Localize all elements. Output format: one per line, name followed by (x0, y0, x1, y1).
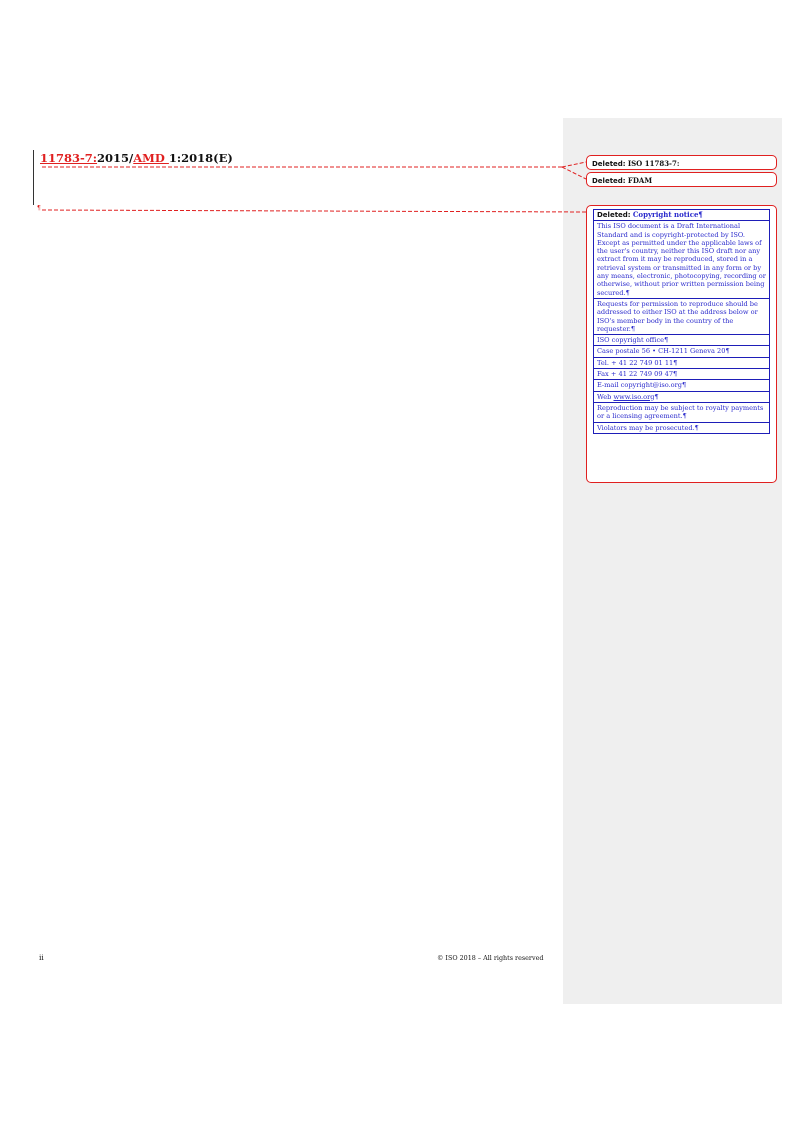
web-link[interactable]: www.iso.org (613, 392, 655, 401)
notice-header-cell (594, 210, 770, 221)
notice-row: ISO copyright office¶ (594, 335, 770, 346)
deleted-value: ISO 11783-7: (627, 159, 680, 168)
web-label: Web (597, 392, 614, 401)
notice-row: Tel. + 41 22 749 01 11¶ (594, 357, 770, 368)
document-header (40, 151, 233, 165)
notice-row: This ISO document is a Draft International Standard and is copyright-protected by ISO. Except as permitted under the applicable laws of the user's country, neither this ISO draft nor any extract from it may be reproduced, stored in a retrieval system or transmitted in any form or by any means, electronic, photocopying, recording or otherwise, without prior written permission being secured.¶ (594, 221, 770, 299)
notice-row: Requests for permission to reproduce should be addressed to either ISO at the address below or ISO's member body in the country of the requester.¶ (594, 298, 770, 334)
web-end: ¶ (654, 392, 659, 401)
notice-row: Fax + 41 22 749 09 47¶ (594, 369, 770, 380)
header-amendment: 1:2018(E) (168, 151, 233, 165)
header-year: 2015/ (97, 151, 134, 165)
change-bar (33, 150, 34, 205)
copyright-notice-table (593, 209, 770, 434)
notice-row: Violators may be prosecuted.¶ (594, 422, 770, 433)
deleted-label: Deleted: (597, 211, 631, 219)
notice-row: Case postale 56 • CH-1211 Geneva 20¶ (594, 346, 770, 357)
footer-copyright: © ISO 2018 – All rights reserved (437, 954, 544, 962)
paragraph-mark: ¶ (37, 205, 41, 212)
deleted-amd: AMD (133, 151, 169, 165)
comment-balloon-copyright-notice[interactable] (586, 205, 777, 483)
deleted-value: FDAM (627, 176, 653, 185)
deleted-label: Deleted: (592, 160, 626, 168)
page-number: ii (39, 953, 44, 962)
deleted-standard-number: 11783-7: (40, 151, 98, 165)
notice-title: Copyright notice¶ (632, 210, 703, 219)
notice-row: Reproduction may be subject to royalty payments or a licensing agreement.¶ (594, 402, 770, 422)
notice-row-web (594, 391, 770, 402)
comment-balloon-deleted-iso[interactable] (586, 155, 777, 170)
notice-row: E-mail copyright@iso.org¶ (594, 380, 770, 391)
comment-balloon-deleted-fdam[interactable] (586, 172, 777, 187)
deleted-label: Deleted: (592, 177, 626, 185)
